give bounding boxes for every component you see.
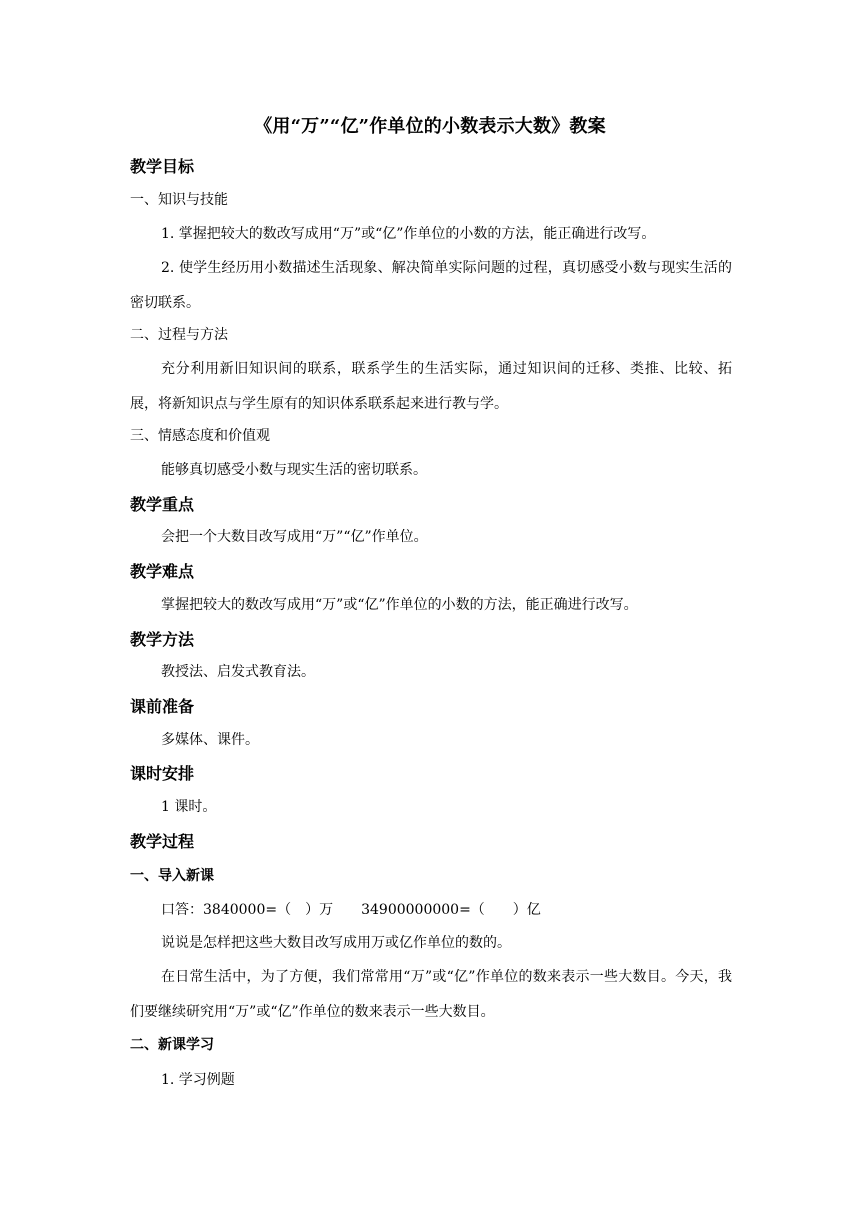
schedule-text: 1 课时。: [161, 799, 217, 815]
preparation-text: 多媒体、课件。: [161, 732, 259, 748]
heading-teaching-goals: 教学目标: [130, 157, 195, 176]
difficulty-text: 掌握把较大的数改写成用“万”或“亿”作单位的小数的方法，能正确进行改写。: [161, 597, 638, 613]
heading-procedure: 教学过程: [130, 832, 195, 851]
heading-method: 教学方法: [130, 630, 195, 649]
process-method-text: 充分利用新旧知识间的联系，联系学生的生活实际，通过知识间的迁移、类推、比较、拓展，将新知识点与学生原有的知识体系联系起来进行教与学。: [130, 361, 732, 412]
intro-line-2: 说说是怎样把这些大数目改写成用万或亿作单位的数的。: [161, 935, 511, 951]
subheading-new-lesson: 二、新课学习: [130, 1037, 214, 1053]
document-title: 《用“万”“亿”作单位的小数表示大数》教案: [254, 116, 606, 137]
emotion-values-text: 能够真切感受小数与现实生活的密切联系。: [161, 462, 427, 478]
oral-question-b: 34900000000=（ ）亿: [361, 902, 541, 918]
goal-item-2: 2. 使学生经历用小数描述生活现象、解决简单实际问题的过程，真切感受小数与现实生活的密切联系。: [130, 260, 732, 311]
subheading-process-method: 二、过程与方法: [130, 327, 228, 343]
oral-question-line: [161, 900, 541, 920]
subheading-emotion-values: 三、情感态度和价值观: [130, 428, 270, 444]
method-text: 教授法、启发式教育法。: [161, 664, 315, 680]
key-point-text: 会把一个大数目改写成用“万”“亿”作单位。: [161, 529, 428, 545]
heading-schedule: 课时安排: [130, 764, 195, 783]
oral-question-a: 口答：3840000=（ ）万: [161, 902, 334, 918]
intro-line-3: 在日常生活中，为了方便，我们常常用“万”或“亿”作单位的数来表示一些大数目。今天，我们要继续研究用“万”或“亿”作单位的数来表示一些大数目。: [130, 969, 732, 1020]
heading-preparation: 课前准备: [130, 697, 195, 716]
subheading-knowledge-skills: 一、知识与技能: [130, 192, 228, 208]
heading-difficulty: 教学难点: [130, 562, 195, 581]
new-lesson-item-1: 1. 学习例题: [161, 1072, 235, 1088]
subheading-intro: 一、导入新课: [130, 868, 214, 884]
goal-item-1: 1. 掌握把较大的数改写成用“万”或“亿”作单位的小数的方法，能正确进行改写。: [161, 226, 656, 242]
heading-key-point: 教学重点: [130, 495, 195, 514]
